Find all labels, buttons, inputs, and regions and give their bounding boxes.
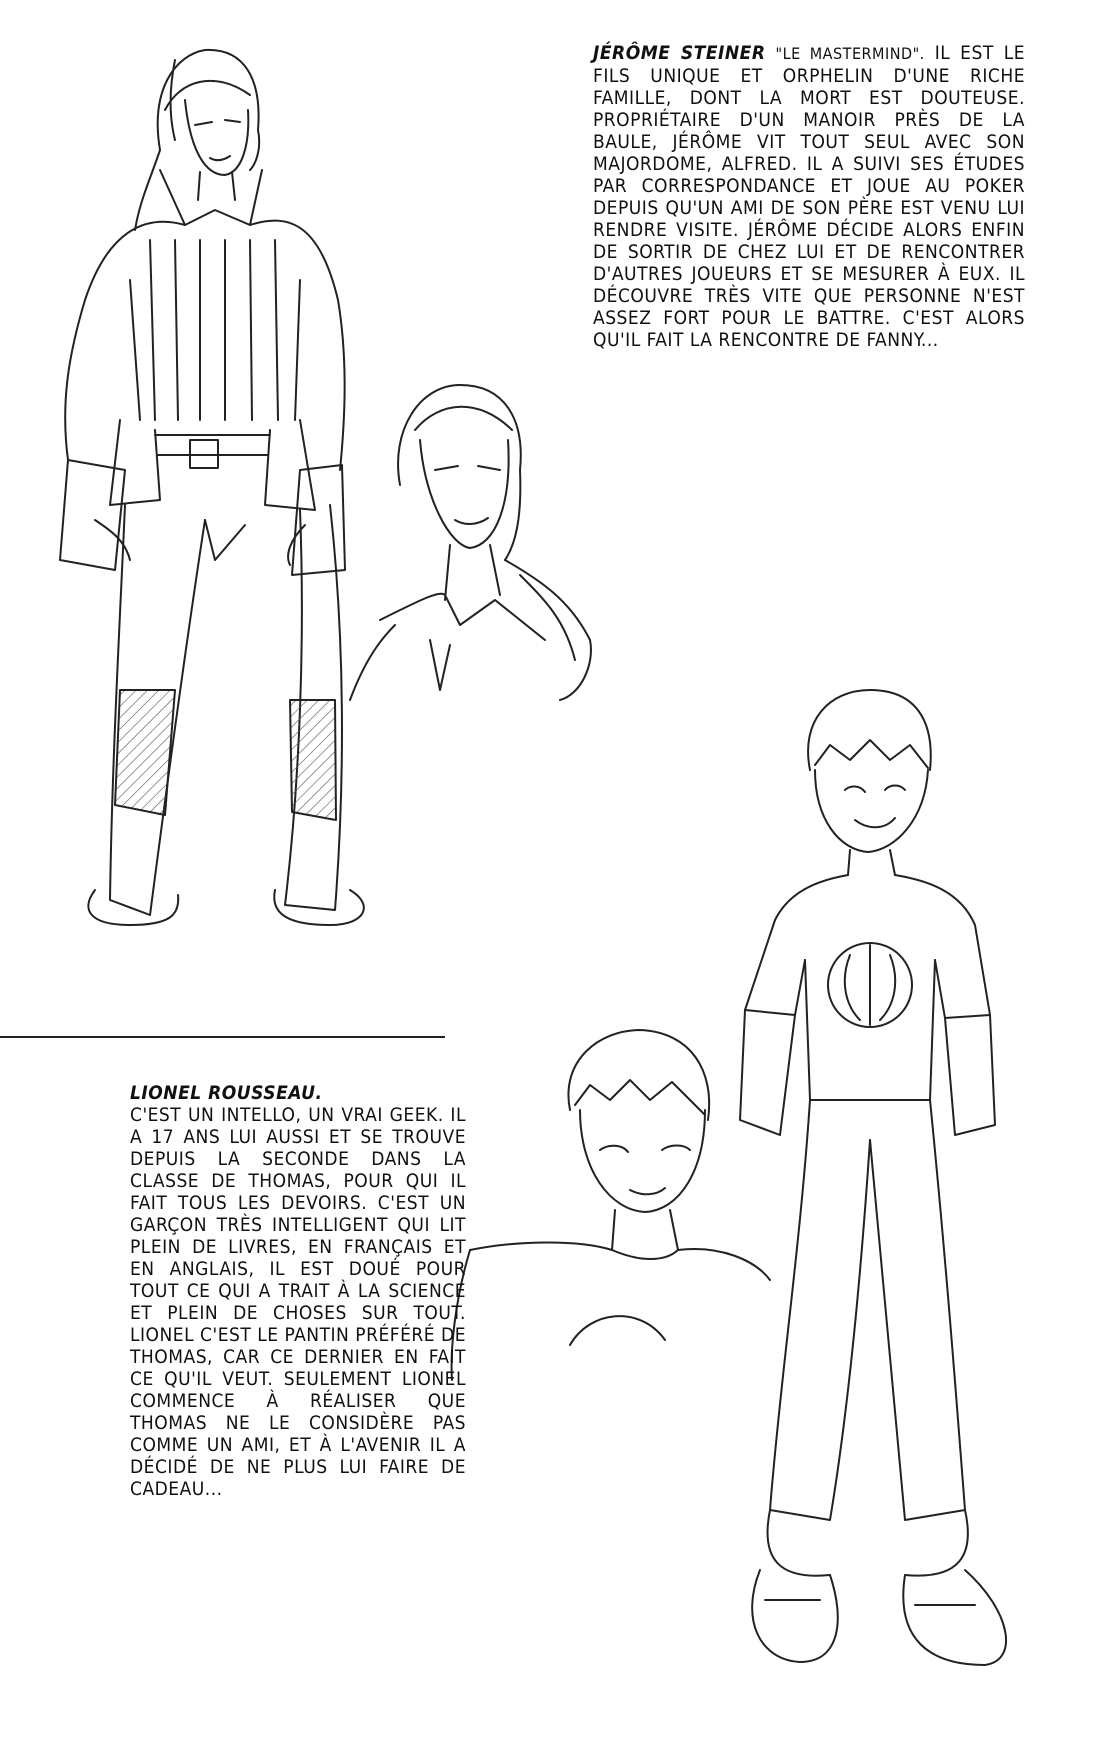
jerome-bio-block: [593, 42, 1025, 351]
lionel-bio-block: [130, 1082, 466, 1500]
lionel-full-body-sketch: [740, 690, 1006, 1665]
jerome-name: JÉRÔME STEINER: [593, 42, 766, 64]
jerome-portrait-sketch: [350, 385, 591, 700]
lionel-portrait-sketch: [452, 1030, 770, 1380]
lionel-name: LIONEL ROUSSEAU.: [130, 1082, 323, 1104]
jerome-full-body-sketch: [60, 50, 364, 925]
jerome-bio-text: IL EST LE FILS UNIQUE ET ORPHELIN D'UNE RICHE FAMILLE, DONT LA MORT EST DOUTEUSE. PROPRIÉTAIRE D'UN MANOIR PRÈS DE LA BAULE, JÉRÔME VIT TOUT SEUL AVEC SON MAJORDOME, ALFRED. IL A SUIVI SES ÉTUDES PAR CORRESPONDANCE ET JOUE AU POKER DEPUIS QU'UN AMI DE SON PÈRE EST VENU LUI RENDRE VISITE. JÉRÔME DÉCIDE ALORS ENFIN DE SORTIR DE CHEZ LUI ET DE RENCONTRER D'AUTRES JOUEURS ET SE MESURER À EUX. IL DÉCOUVRE TRÈS VITE QUE PERSONNE N'EST ASSEZ FORT POUR LE BATTRE. C'EST ALORS QU'IL FAIT LA RENCONTRE DE FANNY...: [593, 42, 1026, 351]
jerome-nickname: "LE MASTERMIND".: [775, 44, 925, 63]
lionel-bio-text: C'EST UN INTELLO, UN VRAI GEEK. IL A 17 ANS LUI AUSSI ET SE TROUVE DEPUIS LA SECONDE DANS LA CLASSE DE THOMAS, POUR QUI IL FAIT TOUS LES DEVOIRS. C'EST UN GARÇON TRÈS INTELLIGENT QUI LIT PLEIN DE LIVRES, EN FRANÇAIS ET EN ANGLAIS, IL EST DOUÉ POUR TOUT CE QUI A TRAIT À LA SCIENCE ET PLEIN DE CHOSES SUR TOUT. LIONEL C'EST LE PANTIN PRÉFÉRÉ DE THOMAS, CAR CE DERNIER EN FAIT CE QU'IL VEUT. SEULEMENT LIONEL COMMENCE À RÉALISER QUE THOMAS NE LE CONSIDÈRE PAS COMME UN AMI, ET À L'AVENIR IL A DÉCIDÉ DE NE PLUS LUI FAIRE DE CADEAU...: [130, 1104, 466, 1500]
section-divider: [0, 1036, 445, 1038]
